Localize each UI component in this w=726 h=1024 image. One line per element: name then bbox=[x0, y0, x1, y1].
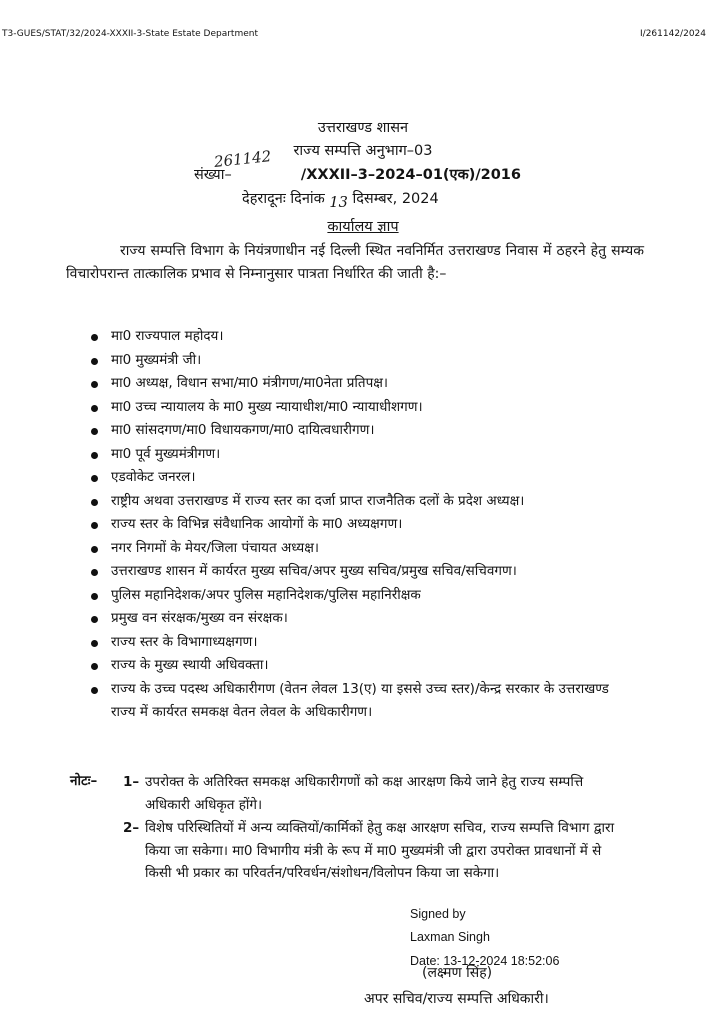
handwritten-date-day: 13 bbox=[329, 195, 348, 211]
place-date-label: देहरादूनः दिनांक bbox=[242, 191, 325, 207]
government-heading: उत्तराखण्ड शासन bbox=[317, 120, 409, 136]
section-heading: राज्य सम्पत्ति अनुभाग–03 bbox=[293, 143, 433, 159]
list-item-text: मा0 मुख्यमंत्री जी। bbox=[111, 351, 202, 368]
bullet-icon bbox=[91, 452, 98, 459]
list-item bbox=[90, 396, 630, 420]
bullet-icon bbox=[91, 381, 98, 388]
list-item bbox=[90, 631, 630, 655]
bullet-icon bbox=[91, 546, 98, 553]
list-item-text: मा0 पूर्व मुख्यमंत्रीगण। bbox=[111, 445, 221, 462]
list-item bbox=[90, 584, 630, 608]
list-item bbox=[90, 325, 630, 349]
list-item bbox=[90, 513, 630, 537]
list-item bbox=[90, 443, 630, 467]
date-month-year: दिसम्बर, 2024 bbox=[352, 191, 439, 207]
reference-number-left: T3-GUES/STAT/32/2024-XXXII-3-State Estate Department bbox=[2, 29, 258, 39]
signatory-designation: अपर सचिव/राज्य सम्पत्ति अधिकारी। bbox=[364, 991, 549, 1007]
bullet-icon bbox=[91, 522, 98, 529]
handwritten-number: 261142 bbox=[213, 147, 273, 171]
list-item-text: राष्ट्रीय अथवा उत्तराखण्ड में राज्य स्तर का दर्जा प्राप्त राजनैतिक दलों के प्रदेश अध्यक्ष। bbox=[111, 492, 525, 509]
note-text: उपरोक्त के अतिरिक्त समकक्ष अधिकारीगणों को कक्ष आरक्षण किये जाने हेतु राज्य सम्पत्ति अधिकारी अधिकृत होंगे। bbox=[145, 774, 584, 813]
list-item-text: राज्य के मुख्य स्थायी अधिवक्ता। bbox=[111, 657, 269, 673]
list-item bbox=[90, 349, 630, 373]
bullet-icon bbox=[91, 499, 98, 506]
digital-signature-name: Laxman Singh bbox=[410, 930, 490, 944]
intro-paragraph-text: राज्य सम्पत्ति विभाग के नियंत्रणाधीन नई दिल्ली स्थित नवनिर्मित उत्तराखण्ड निवास में ठहरने हेतु सम्यक विचारोपरान्त तात्कालिक प्रभाव से निम्नानुसार पात्रता निर्धारित की जाती है:– bbox=[66, 243, 644, 282]
bullet-icon bbox=[91, 616, 98, 623]
list-item-text: नगर निगमों के मेयर/जिला पंचायत अध्यक्ष। bbox=[111, 539, 320, 556]
order-number-value: /XXXII–3–2024–01(एक)/2016 bbox=[300, 167, 521, 183]
list-item-text: मा0 सांसदगण/मा0 विधायकगण/मा0 दायित्वधारीगण। bbox=[111, 422, 375, 438]
bullet-icon bbox=[91, 687, 98, 694]
list-item-text: मा0 उच्च न्यायालय के मा0 मुख्य न्यायाधीश/मा0 न्यायाधीशगण। bbox=[111, 398, 423, 415]
memo-title: कार्यालय ज्ञाप bbox=[327, 219, 399, 235]
list-item bbox=[90, 419, 630, 443]
list-item bbox=[90, 607, 630, 631]
bullet-icon bbox=[91, 569, 98, 576]
order-number-label: संख्या– bbox=[194, 167, 232, 183]
bullet-icon bbox=[91, 405, 98, 412]
list-item bbox=[90, 466, 630, 490]
digital-signature-label: Signed by bbox=[410, 907, 466, 921]
bullet-icon bbox=[91, 334, 98, 341]
list-item-text: एडवोकेट जनरल। bbox=[111, 469, 196, 485]
eligibility-list bbox=[90, 325, 630, 725]
note-number: 1– bbox=[123, 774, 140, 790]
place-date-line bbox=[242, 188, 439, 211]
note-item-2 bbox=[123, 817, 625, 885]
list-item-text: प्रमुख वन संरक्षक/मुख्य वन संरक्षक। bbox=[111, 610, 288, 626]
list-item-text: राज्य स्तर के विभागाध्यक्षगण। bbox=[111, 633, 258, 650]
note-item-1 bbox=[123, 771, 615, 816]
list-item-text: मा0 अध्यक्ष, विधान सभा/मा0 मंत्रीगण/मा0नेता प्रतिपक्ष। bbox=[111, 375, 389, 391]
signatory-name-hindi: (लक्ष्मण सिंह) bbox=[422, 965, 493, 981]
note-text: विशेष परिस्थितियों में अन्य व्यक्तियों/कार्मिकों हेतु कक्ष आरक्षण सचिव, राज्य सम्पत्ति विभाग द्वारा किया जा सकेगा। मा0 विभागीय मंत्री के रूप में मा0 मुख्यमंत्री जी द्वारा उपरोक्त प्रावधानों में से किसी भी प्रकार का परिवर्तन/परिवर्धन/संशोधन/विलोपन किया जा सकेगा। bbox=[145, 820, 615, 881]
bullet-icon bbox=[91, 663, 98, 670]
bullet-icon bbox=[91, 593, 98, 600]
list-item bbox=[90, 372, 630, 396]
list-item bbox=[90, 654, 630, 678]
list-item-text: मा0 राज्यपाल महोदय। bbox=[111, 328, 224, 344]
list-item bbox=[90, 490, 630, 514]
list-item-text: राज्य के उच्च पदस्थ अधिकारीगण (वेतन लेवल 13(ए) या इससे उच्च स्तर)/केन्द्र सरकार के उत्तराखण्ड राज्य में कार्यरत समकक्ष वेतन लेवल के अधिकारीगण। bbox=[111, 680, 609, 720]
list-item-text: पुलिस महानिदेशक/अपर पुलिस महानिदेशक/पुलिस महानिरीक्षक bbox=[111, 586, 421, 603]
list-item-text: उत्तराखण्ड शासन में कार्यरत मुख्य सचिव/अपर मुख्य सचिव/प्रमुख सचिव/सचिवगण। bbox=[111, 563, 517, 579]
list-item bbox=[90, 537, 630, 561]
bullet-icon bbox=[91, 358, 98, 365]
bullet-icon bbox=[91, 475, 98, 482]
intro-paragraph bbox=[66, 240, 644, 286]
bullet-icon bbox=[91, 428, 98, 435]
bullet-icon bbox=[91, 640, 98, 647]
reference-number-right: I/261142/2024 bbox=[640, 29, 706, 39]
note-number: 2– bbox=[123, 820, 140, 836]
list-item bbox=[90, 678, 630, 725]
digital-signature-date: Date: 13-12-2024 18:52:06 bbox=[410, 954, 560, 968]
list-item-text: राज्य स्तर के विभिन्न संवैधानिक आयोगों के मा0 अध्यक्षगण। bbox=[111, 516, 403, 532]
note-label: नोटः– bbox=[70, 773, 98, 789]
list-item bbox=[90, 560, 630, 584]
